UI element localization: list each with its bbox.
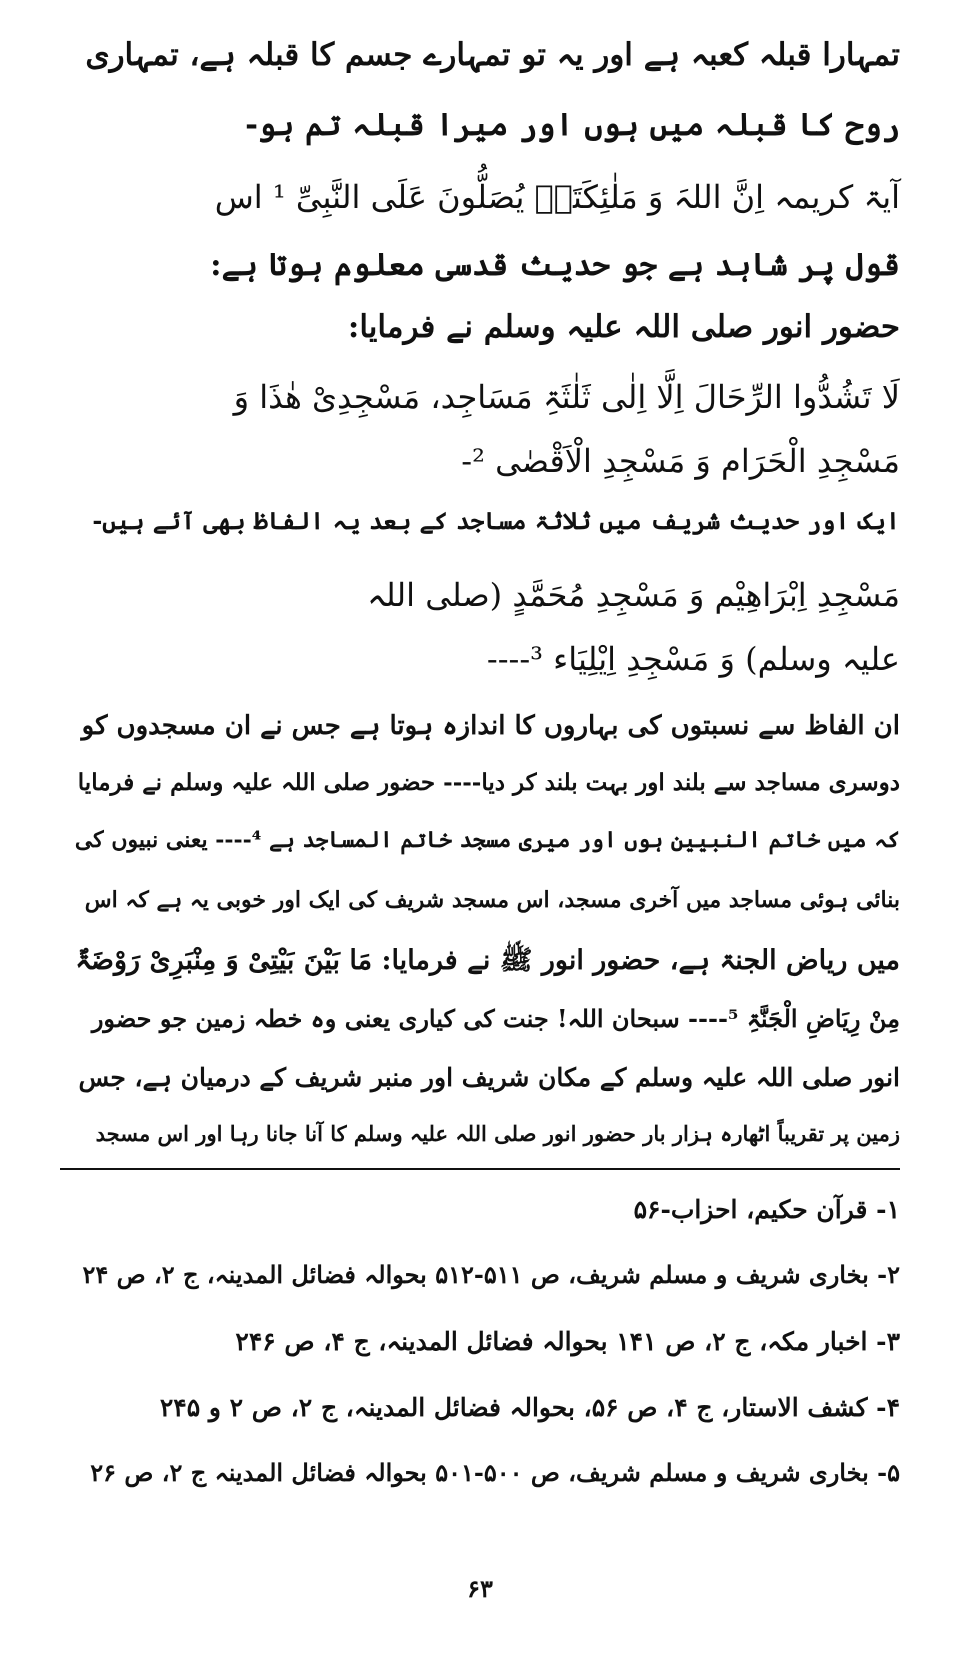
footnote-divider: [60, 1168, 900, 1170]
text-line: دوسری مساجد سے بلند اور بہت بلند کر دیا---- حضور صلی اللہ علیہ وسلم نے فرمایا: [77, 769, 900, 796]
text-line: زمین پر تقریباً اٹھارہ ہزار بار حضور انور صلی اللہ علیہ وسلم کا آنا جانا رہا اور اس مسجد: [95, 1121, 900, 1146]
verse-line: آیۃ کریمہ اِنَّ اللہَ وَ مَلٰئِکَتَہٗ یُصَلُّونَ عَلَی النَّبِیِّ ¹ اس: [214, 178, 900, 216]
page-number: ۶۳: [467, 1574, 493, 1603]
hadith-line: لَا تَشُدُّوا الرِّحَالَ اِلَّا اِلٰی ثَلٰثَۃِ مَسَاجِد، مَسْجِدِیْ ھٰذَا وَ: [233, 378, 900, 416]
hadith-line: مَسْجِدِ اِبْرَاھِیْم وَ مَسْجِدِ مُحَمَّدٍ (صلی اللہ: [367, 576, 900, 614]
text-line: کہ میں خاتم النبیین ہوں اور میری مسجد خاتم المساجد ہے ⁴---- یعنی نبیوں کی: [74, 827, 900, 853]
text-line: انور صلی اللہ علیہ وسلم کے مکان شریف اور منبر شریف کے درمیان ہے، جس: [78, 1063, 900, 1092]
hadith-line: مَسْجِدِ الْحَرَام وَ مَسْجِدِ الْاَقْصٰی ²-: [461, 442, 900, 480]
footnote: ۵- بخاری شریف و مسلم شریف، ص ۵۰۰-۵۰۱ بحوالہ فضائل المدینہ ج ۲، ص ۲۶: [90, 1458, 900, 1487]
text-line: ایک اور حدیث شریف میں ثلاثۃ مساجد کے بعد یہ الفاظ بھی آئے ہیں-: [92, 506, 900, 535]
footnote: ۲- بخاری شریف و مسلم شریف، ص ۵۱۱-۵۱۲ بحوالہ فضائل المدینہ، ج ۲، ص ۲۴: [82, 1260, 900, 1289]
text-line: تمہارا قبلہ کعبہ ہے اور یہ تو تمہارے جسم کا قبلہ ہے، تمہاری: [85, 37, 900, 73]
text-line: حضور انور صلی اللہ علیہ وسلم نے فرمایا:: [347, 309, 900, 345]
text-line: مِنْ رِیَاضِ الْجَنَّۃِ ⁵---- سبحان اللہ! جنت کی کیاری یعنی وہ خطہ زمین جو حضور: [91, 1004, 900, 1033]
footnote: ۱- قرآن حکیم، احزاب-۵۶: [633, 1195, 900, 1224]
text-line: قول پر شاہد ہے جو حدیث قدسی معلوم ہوتا ہے:: [210, 247, 900, 283]
text-line: بنائی ہوئی مساجد میں آخری مسجد، اس مسجد شریف کی ایک اور خوبی یہ ہے کہ اس: [84, 887, 900, 913]
text-line: ان الفاظ سے نسبتوں کی بہاروں کا اندازہ ہوتا ہے جس نے ان مسجدوں کو: [81, 711, 900, 741]
footnote: ۴- کشف الاستار، ج ۴، ص ۵۶، بحوالہ فضائل المدینہ، ج ۲، ص ۲ و ۲۴۵: [159, 1393, 900, 1422]
footnote: ۳- اخبار مکہ، ج ۲، ص ۱۴۱ بحوالہ فضائل المدینہ، ج ۴، ص ۲۴۶: [235, 1327, 900, 1356]
text-line: میں ریاض الجنۃ ہے، حضور انور ﷺ نے فرمایا: مَا بَیْنَ بَیْتِیْ وَ مِنْبَرِیْ رَوْضَۃٌ: [75, 945, 900, 976]
hadith-line: علیہ وسلم) وَ مَسْجِدِ اِیْلِیَاء ³----: [486, 640, 900, 678]
text-line: روح کا قبلہ میں ہوں اور میرا قبلہ تم ہو-: [245, 107, 900, 143]
